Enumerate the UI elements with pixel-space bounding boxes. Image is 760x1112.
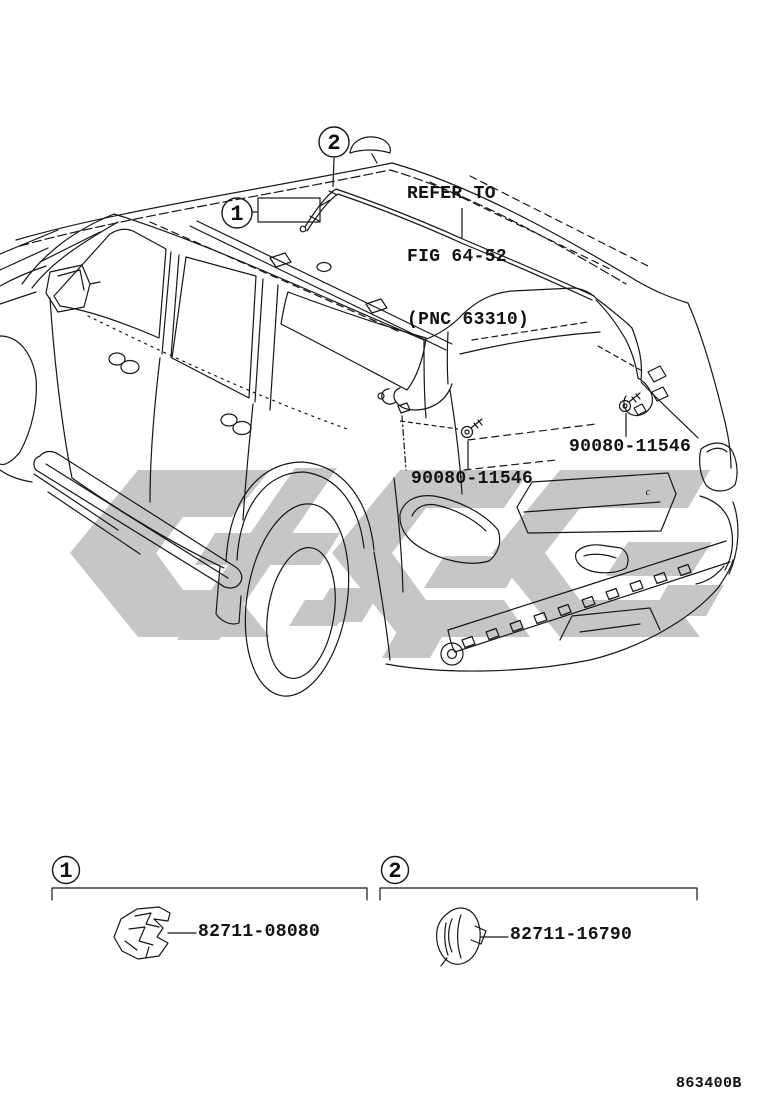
quarter-window bbox=[281, 292, 426, 390]
legend-bracket-1 bbox=[52, 888, 367, 900]
screw-icons bbox=[462, 393, 641, 438]
door-handle-2b bbox=[233, 422, 251, 435]
wire-clamp-dashline bbox=[402, 416, 406, 470]
callout2-leader bbox=[333, 158, 334, 187]
fender-line bbox=[0, 292, 36, 304]
part-number-screw-left: 90080-11546 bbox=[411, 469, 534, 489]
rear-door-window bbox=[172, 257, 256, 398]
roof-surface-dash-1 bbox=[150, 222, 400, 332]
harness-connector-1 bbox=[648, 366, 666, 382]
screw-icon-left bbox=[462, 419, 483, 438]
harness-wire-far bbox=[596, 300, 638, 378]
b-pillar-2 bbox=[171, 255, 179, 357]
refer-note-line-2: FIG 64-52 bbox=[407, 247, 507, 267]
roof-antenna-base bbox=[317, 263, 331, 272]
side-mirror-stem bbox=[90, 282, 100, 284]
harness-grommet bbox=[378, 393, 384, 399]
part-number-clamp-1: 82711-08080 bbox=[198, 922, 321, 942]
roof-drip-rail bbox=[20, 170, 626, 284]
b-pillar-1 bbox=[162, 252, 171, 354]
clamp-2-drawing bbox=[437, 908, 486, 966]
refer-note-line-3: (PNC 63310) bbox=[407, 310, 530, 330]
front-bumper-corner bbox=[0, 470, 32, 482]
hood-line-1 bbox=[0, 230, 58, 254]
cord-end-grommet bbox=[300, 226, 306, 232]
screw-icon-right bbox=[620, 393, 641, 412]
watermark-logo bbox=[70, 468, 724, 658]
legend-bracket-2 bbox=[380, 888, 697, 900]
c-pillar-2 bbox=[270, 285, 278, 410]
tail-lamp-right-inner bbox=[707, 448, 727, 452]
callout-number-1-legend: 1 bbox=[59, 859, 73, 884]
roof-far-edge bbox=[16, 163, 688, 303]
door-handle-1b bbox=[121, 361, 139, 374]
windshield-line bbox=[40, 232, 100, 262]
garnish-logo-mark: c bbox=[645, 486, 651, 498]
far-mirror bbox=[350, 137, 390, 153]
clamp-1-drawing bbox=[114, 907, 170, 959]
roof-near-edge bbox=[22, 214, 463, 340]
liftgate-handle-inner bbox=[584, 554, 616, 558]
part-number-clamp-2: 82711-16790 bbox=[510, 925, 633, 945]
part-number-screw-right: 90080-11546 bbox=[569, 437, 692, 457]
callout-number-1-top: 1 bbox=[230, 202, 244, 227]
bumper-corner-right-2 bbox=[729, 502, 738, 574]
bumper-corner-right-1 bbox=[700, 496, 732, 570]
harness-leader-dash bbox=[598, 346, 644, 372]
harness-connector-2 bbox=[652, 387, 668, 401]
callout-number-2-legend: 2 bbox=[388, 859, 402, 884]
front-door-window bbox=[54, 229, 166, 338]
figure-code: 863400B bbox=[676, 1075, 742, 1092]
refer-note bbox=[407, 142, 529, 373]
c-pillar-1 bbox=[255, 279, 263, 402]
screw-left-leader-dash bbox=[400, 421, 458, 429]
door-seam-front bbox=[50, 298, 72, 478]
callout-number-2-top: 2 bbox=[327, 131, 341, 156]
tow-eye-inner bbox=[448, 650, 457, 659]
rear-quarter-far bbox=[688, 303, 731, 468]
refer-note-line-1: REFER TO bbox=[407, 184, 496, 204]
far-mirror-stem bbox=[372, 154, 377, 163]
front-wheel-arch bbox=[0, 336, 36, 465]
